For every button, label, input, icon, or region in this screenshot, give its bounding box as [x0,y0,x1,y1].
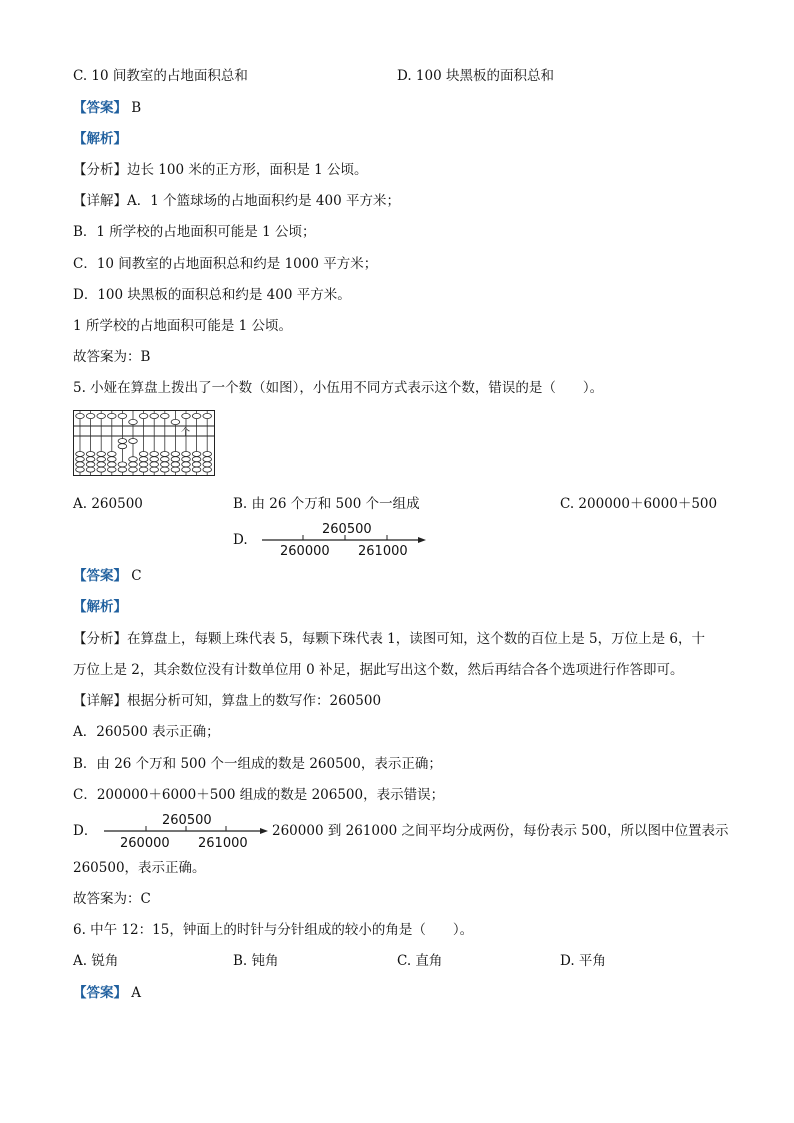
abacus-lower-bead [129,439,138,444]
q4-line-c: C．10 间教室的占地面积总和约是 1000 平方米； [73,256,378,272]
fenxi-tag: 【分析】 [73,631,127,647]
abacus-upper-bead [182,413,191,418]
q6-stem: 6. 中午 12：15，钟面上的时针与分针组成的较小的角是（ ）。 [73,922,474,938]
answer-value: C [131,568,142,584]
q4-line-b: B．1 所学校的占地面积可能是 1 公顷； [73,224,316,240]
abacus-lower-bead [76,467,85,472]
abacus-lower-bead [76,457,85,462]
label-right: 261000 [358,544,408,559]
abacus-upper-bead [139,413,148,418]
fenxi-text-1: 在算盘上，每颗上珠代表 5，每颗下珠代表 1，读图可知，这个数的百位上是 5，万位上是 6，十 [127,631,706,647]
abacus-lower-bead [139,467,148,472]
q6-option-b: B. 钝角 [233,953,279,969]
q6-answer [73,984,141,1002]
q4-line-d: D．100 块黑板的面积总和约是 400 平方米。 [73,287,351,303]
q4-final: 故答案为：B [73,349,151,365]
abacus-lower-bead [171,457,180,462]
abacus-lower-bead [192,462,201,467]
abacus-lower-bead [108,457,117,462]
abacus-lower-bead [203,462,212,467]
q5-final: 故答案为：C [73,891,151,907]
abacus-lower-bead [76,452,85,457]
answer-value: B [131,100,142,116]
abacus-lower-bead [161,467,170,472]
arrow-head-icon [260,828,268,834]
abacus-lower-bead [182,452,191,457]
label-left: 260000 [120,836,170,851]
abacus-lower-bead [192,467,201,472]
abacus-lower-bead [150,457,159,462]
abacus-lower-bead [129,467,138,472]
abacus-lower-bead [182,457,191,462]
abacus-lower-bead [118,467,127,472]
abacus-upper-bead [192,413,201,418]
abacus-lower-bead [108,462,117,467]
abacus-lower-bead [182,462,191,467]
abacus-lower-bead [108,452,117,457]
abacus-lower-bead [76,462,85,467]
abacus-upper-bead [76,413,85,418]
q5-stem: 5. 小娅在算盘上拨出了一个数（如图），小伍用不同方式表示这个数，错误的是（ ）。 [73,380,604,396]
abacus-lower-bead [129,457,138,462]
arrow-head-icon [418,537,426,543]
abacus-lower-bead [139,452,148,457]
answer-tag: 【答案】 [73,568,127,584]
abacus-lower-bead [150,452,159,457]
abacus-lower-bead [171,467,180,472]
abacus-lower-bead [171,452,180,457]
abacus-lower-bead [139,457,148,462]
q6-option-c: C. 直角 [397,953,443,969]
abacus-lower-bead [86,452,95,457]
label-top: 260500 [322,522,372,537]
abacus-lower-bead [118,444,127,449]
q5-fenxi-2: 万位上是 2，其余数位没有计数单位用 0 补足，据此写出这个数，然后再结合各个选项进行作答即可。 [73,662,684,678]
abacus-upper-bead [203,413,212,418]
answer-value: A [131,985,142,1001]
abacus-lower-bead [171,462,180,467]
q5-jiexi: 【解析】 [73,599,127,615]
abacus-lower-bead [161,457,170,462]
abacus-lower-bead [192,457,201,462]
abacus-lower-bead [161,462,170,467]
abacus-figure [73,410,215,476]
abacus-lower-bead [97,462,106,467]
abacus-lower-bead [118,439,127,444]
q4-answer [73,99,141,117]
q5-option-d: D. [233,532,248,548]
q5-line-d-cont: 260500，表示正确。 [73,860,206,876]
abacus-lower-bead [129,462,138,467]
abacus-upper-bead [150,413,159,418]
abacus-upper-bead [171,419,180,424]
q5-answer [73,567,142,585]
abacus-lower-bead [203,452,212,457]
abacus-lower-bead [150,462,159,467]
label-left: 260000 [280,544,330,559]
q4-option-d: D. 100 块黑板的面积总和 [397,68,554,84]
abacus-upper-bead [108,413,117,418]
abacus-lower-bead [86,462,95,467]
abacus-upper-bead [118,413,127,418]
q5-line-d-prefix: D． [73,823,98,839]
q5-fenxi-1 [73,630,705,648]
abacus-lower-bead [203,467,212,472]
q4-fenxi [73,161,368,179]
abacus-lower-bead [86,467,95,472]
number-line-explanation [100,810,272,852]
number-line-option-d [258,518,433,560]
abacus-lower-bead [118,462,127,467]
label-top: 260500 [162,813,212,828]
abacus-upper-bead [129,419,138,424]
answer-tag: 【答案】 [73,100,127,116]
q5-option-b: B. 由 26 个万和 500 个一组成 [233,496,420,512]
abacus-lower-bead [192,452,201,457]
label-right: 261000 [198,836,248,851]
abacus-lower-bead [108,467,117,472]
fenxi-text: 边长 100 米的正方形，面积是 1 公顷。 [127,162,368,178]
q5-xiangjie [73,692,381,710]
abacus-lower-bead [97,452,106,457]
q4-option-c: C. 10 间教室的占地面积总和 [73,68,248,84]
abacus-lower-bead [139,462,148,467]
q5-option-a: A. 260500 [73,496,143,512]
q4-xiangjie [73,192,400,210]
q5-line-a: A．260500 表示正确； [73,724,220,740]
xiangjie-line-a: A．1 个篮球场的占地面积约是 400 平方米； [127,193,400,209]
q5-option-c: C. 200000＋6000＋500 [560,496,718,512]
abacus-lower-bead [97,457,106,462]
q4-conclusion: 1 所学校的占地面积可能是 1 公顷。 [73,318,293,334]
abacus-lower-bead [203,457,212,462]
q4-jiexi: 【解析】 [73,131,127,147]
q5-line-d-text: 260000 到 261000 之间平均分成两份，每份表示 500，所以图中位置表示 [272,823,729,839]
abacus-upper-bead [86,413,95,418]
q5-line-b: B．由 26 个万和 500 个一组成的数是 260500，表示正确； [73,756,442,772]
abacus-ones-mark: 个 [181,428,191,438]
abacus-lower-bead [161,452,170,457]
q6-option-d: D. 平角 [560,953,606,969]
xiangjie-tag: 【详解】 [73,193,127,209]
q5-line-c: C．200000＋6000＋500 组成的数是 206500，表示错误； [73,787,445,803]
fenxi-tag: 【分析】 [73,162,127,178]
answer-tag: 【答案】 [73,985,127,1001]
abacus-lower-bead [97,467,106,472]
abacus-lower-bead [150,467,159,472]
abacus-upper-bead [97,413,106,418]
abacus-lower-bead [182,467,191,472]
q6-option-a: A. 锐角 [73,953,119,969]
xiangjie-text: 根据分析可知，算盘上的数写作：260500 [127,693,382,709]
abacus-lower-bead [86,457,95,462]
abacus-upper-bead [161,413,170,418]
xiangjie-tag: 【详解】 [73,693,127,709]
